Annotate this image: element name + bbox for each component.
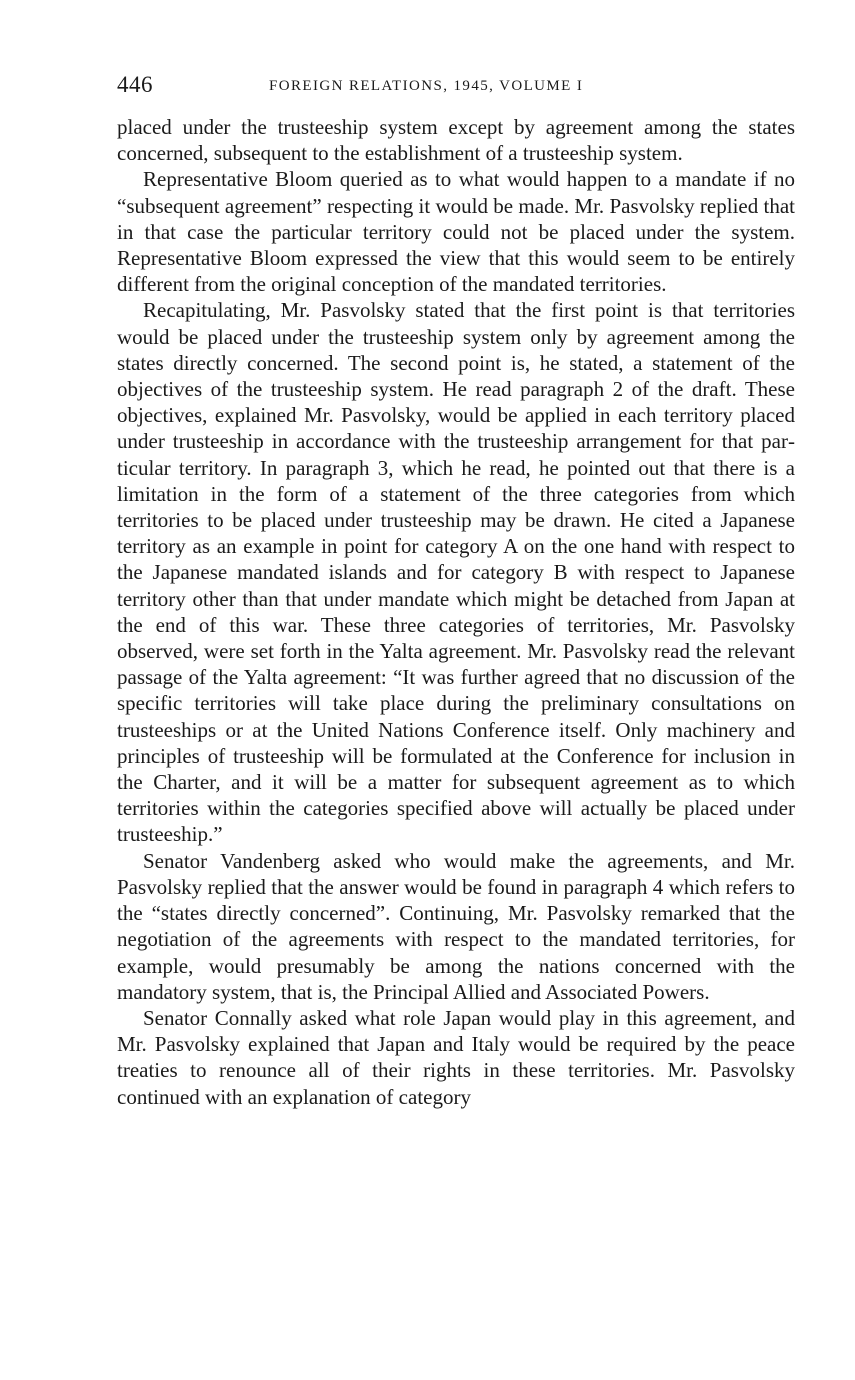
running-title: FOREIGN RELATIONS, 1945, VOLUME I [269, 78, 584, 94]
body-text [117, 114, 795, 1110]
paragraph-recapitulation: Recapitulating, Mr. Pasvolsky stated that the first point is that territories would be placed under the trusteeship system only by agreement among the states directly concerned. The second point is, he stated, a statement of the objectives of the trusteeship system. He read paragraph 2 of the draft. These objectives, explained Mr. Pasvolsky, would be applied in each territory placed under trusteeship in accordance with the trusteeship arrangement for that particular territory. In paragraph 3, which he read, he pointed out that there is a limitation in the form of a statement of the three categories from which territories to be placed under trusteeship may be drawn. He cited a Japanese territory as an example in point for category A on the one hand with respect to the Japanese mandated islands and for category B with respect to Japanese territory other than that under mandate which might be detached from Japan at the end of this war. These three categories of territories, Mr. Pasvolsky observed, were set forth in the Yalta agreement. Mr. Pasvolsky read the relevant passage of the Yalta agreement: “It was further agreed that no discussion of the specific territories will take place during the preliminary consultations on trusteeships or at the United Nations Conference itself. Only machinery and principles of trusteeship will be formulated at the Conference for inclusion in the Charter, and it will be a matter for subsequent agreement as to which territories within the categories specified above will actually be placed under trusteeship.” [117, 298, 795, 847]
paragraph-bloom-query: Representative Bloom queried as to what would happen to a mandate if no “subsequent agreement” respecting it would be made. Mr. Pasvolsky replied that in that case the particular territory could not be placed under the system. Representative Bloom expressed the view that this would seem to be entirely different from the original conception of the mandated territories. [117, 167, 795, 297]
page-number: 446 [117, 72, 153, 97]
paragraph-continuation: placed under the trusteeship system except by agreement among the states concerned, subsequent to the establishment of a trusteeship system. [117, 115, 795, 166]
page-header [117, 70, 795, 104]
paragraph-connally-question: Senator Connally asked what role Japan would play in this agreement, and Mr. Pasvolsky explained that Japan and Italy would be required by the peace treaties to renounce all of their rights in these territories. Mr. Pasvolsky continued with an explanation of category [117, 1005, 795, 1109]
document-page [117, 70, 795, 1110]
paragraph-vandenberg-question: Senator Vandenberg asked who would make the agreements, and Mr. Pasvolsky replied that the answer would be found in paragraph 4 which refers to the “states directly concerned”. Continuing, Mr. Pasvolsky remarked that the negotiation of the agreements with respect to the mandated territories, for example, would presumably be among the nations concerned with the mandatory system, that is, the Principal Allied and Associated Powers. [117, 848, 795, 1004]
